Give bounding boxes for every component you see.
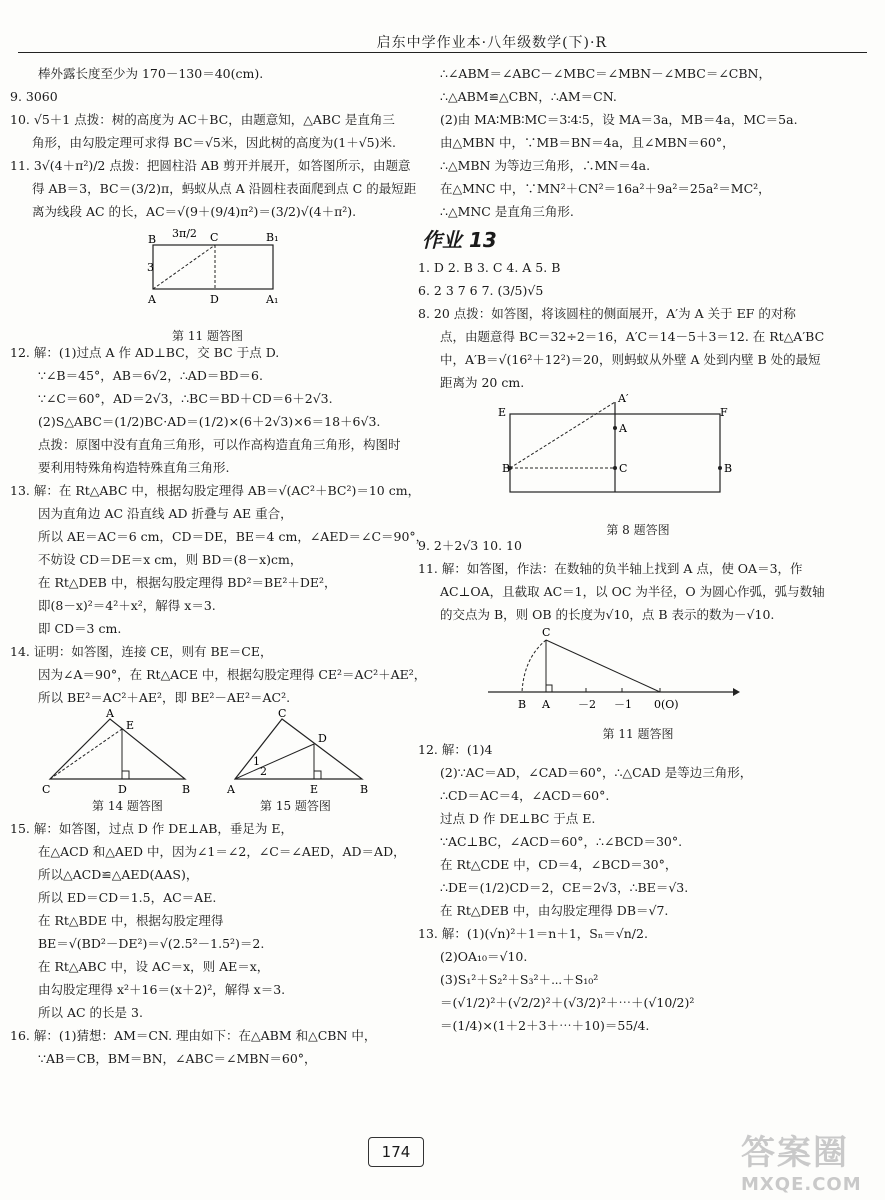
text-line: 在△ACD 和△AED 中，因为∠1＝∠2，∠C＝∠AED，AD＝AD， — [38, 844, 406, 859]
text-line: 所以 AE＝AC＝6 cm，CD＝DE，BE＝4 cm，∠AED＝∠C＝90°， — [38, 529, 429, 544]
text-line: ∴CD＝AC＝4，∠ACD＝60°. — [440, 788, 610, 803]
fig8-label-E: E — [498, 406, 507, 419]
text-line: 12. 解：(1)4 — [418, 742, 493, 757]
fig15-label-C: C — [278, 709, 287, 720]
text-line: 在 Rt△ABC 中，设 AC＝x，则 AE＝x， — [38, 959, 270, 974]
figure-11-left — [10, 223, 405, 341]
text-line: ＝(1/4)×(1＋2＋3＋⋯＋10)＝55/4. — [440, 1018, 650, 1033]
watermark-url: MXQE.COM — [741, 1174, 862, 1195]
text-line: 所以 AC 的长是 3. — [38, 1005, 143, 1020]
text-line: 所以 BE²＝AC²＋AE²，即 BE²－AE²＝AC². — [38, 690, 291, 705]
fig11r-label-B: B — [518, 698, 527, 711]
fig15-label-2: 2 — [260, 765, 267, 778]
number-line-diagram — [418, 626, 858, 716]
text-line: ∵∠B＝45°，AB＝6√2，∴AD＝BD＝6. — [38, 368, 263, 383]
text-line: 角形，由勾股定理可求得 BC＝√5米，因此树的高度为(1＋√5)米. — [32, 135, 396, 150]
text-line: 因为∠A＝90°，在 Rt△ACE 中，根据勾股定理得 CE²＝AC²＋AE²， — [38, 667, 427, 682]
text-line: 中，A′B＝√(16²＋12²)＝20，则蚂蚁从外壁 A 处到内壁 B 处的最短 — [440, 352, 821, 367]
fig15-label-E: E — [310, 783, 319, 796]
label-B: B — [148, 233, 157, 246]
text-line: 8. 20 点拨：如答图，将该圆柱的侧面展开，A′为 A 关于 EF 的对称 — [418, 306, 796, 321]
text-line: 离为线段 AC 的长，AC＝√(9＋(9/4)π²)＝(3/2)√(4＋π²). — [32, 204, 357, 219]
text-line: (3)S₁²＋S₂²＋S₃²＋⋯＋S₁₀² — [440, 972, 599, 987]
right-block-1 — [418, 62, 858, 223]
text-line: 在 Rt△DEB 中，根据勾股定理得 BD²＝BE²＋DE²， — [38, 575, 337, 590]
text-line: 10. √5＋1 点拨：树的高度为 AC＋BC，由题意知，△ABC 是直角三 — [10, 112, 395, 127]
fig11r-label-minus1: －1 — [614, 698, 632, 711]
text-line: 即(8－x)²＝4²＋x²，解得 x＝3. — [38, 598, 216, 613]
figure-caption: 第 8 题答图 — [606, 523, 670, 537]
text-line: 在△MNC 中，∵MN²＋CN²＝16a²＋9a²＝25a²＝MC²， — [440, 181, 771, 196]
section-heading: 作业 13 — [422, 228, 497, 252]
text-line: 11. 解：如答图，作法：在数轴的负半轴上找到 A 点，使 OA＝3，作 — [418, 561, 803, 576]
watermark-logo-text: 答案圈 — [741, 1133, 849, 1173]
fig14-label-D: D — [118, 783, 127, 796]
watermark — [741, 1125, 871, 1195]
label-3: 3 — [147, 261, 154, 274]
text-line: ∴△MNC 是直角三角形. — [440, 204, 574, 219]
text-line: 得 AB＝3，BC＝(3/2)π，蚂蚁从点 A 沿圆柱表面爬到点 C 的最短距 — [32, 181, 417, 196]
figure-8 — [418, 394, 858, 537]
text-line: 所以 ED＝CD＝1.5，AC＝AE. — [38, 890, 217, 905]
left-block-3 — [10, 817, 405, 1070]
text-line: 9. 3060 — [10, 89, 58, 104]
fig15-label-D: D — [318, 732, 327, 745]
fig11r-label-minus2: －2 — [578, 698, 596, 711]
text-line: 13. 解：在 Rt△ABC 中，根据勾股定理得 AB＝√(AC²＋BC²)＝10 cm， — [10, 483, 421, 498]
figure-caption: 第 11 题答图 — [172, 329, 243, 343]
text-line: 在 Rt△BDE 中，根据勾股定理得 — [38, 913, 224, 928]
text-line: 的交点为 B，则 OB 的长度为√10，点 B 表示的数为－√10. — [440, 607, 775, 622]
label-C: C — [210, 231, 219, 244]
fig15-label-1: 1 — [253, 755, 260, 768]
text-line: ∴△ABM≌△CBN，∴AM＝CN. — [440, 89, 617, 104]
text-line: BE＝√(BD²－DE²)＝√(2.5²－1.5²)＝2. — [38, 936, 265, 951]
label-A: A — [148, 293, 156, 306]
right-block-2 — [418, 256, 858, 394]
figure-caption: 第 15 题答图 — [260, 799, 331, 813]
fig11r-label-C: C — [542, 626, 551, 639]
text-line: 14. 证明：如答图，连接 CE，则有 BE＝CE， — [10, 644, 273, 659]
figure-caption: 第 11 题答图 — [602, 727, 674, 741]
figure-11-right — [418, 626, 858, 741]
right-block-3 — [418, 534, 858, 626]
right-column — [418, 62, 858, 1037]
text-line: 点拨：原图中没有直角三角形，可以作高构造直角三角形，构图时 — [38, 437, 401, 452]
fig11r-label-A: A — [542, 698, 550, 711]
fig11r-label-O: 0(O) — [654, 698, 679, 711]
text-line: 12. 解：(1)过点 A 作 AD⊥BC，交 BC 于点 D. — [10, 345, 280, 360]
text-line: 点，由题意得 BC＝32÷2＝16，A′C＝14－5＋3＝12. 在 Rt△A′BC — [440, 329, 825, 344]
text-line: 13. 解：(1)(√n)²＋1＝n＋1，Sₙ＝√n/2. — [418, 926, 648, 941]
text-line: 过点 D 作 DE⊥BC 于点 E. — [440, 811, 596, 826]
triangle-diagrams — [10, 709, 405, 797]
fig8-label-A: A — [619, 422, 627, 435]
left-block-2 — [10, 341, 429, 709]
text-line: (2)由 MA∶MB∶MC＝3∶4∶5，设 MA＝3a，MB＝4a，MC＝5a. — [440, 112, 798, 127]
cylinder-side-diagram — [418, 394, 858, 512]
text-line: ∵AC⊥BC，∠ACD＝60°，∴∠BCD＝30°. — [440, 834, 683, 849]
text-line: 所以△ACD≌△AED(AAS)， — [38, 867, 199, 882]
fig8-label-A-prime: A′ — [618, 394, 629, 405]
text-line: 在 Rt△DEB 中，由勾股定理得 DB＝√7. — [440, 903, 669, 918]
left-block-1 — [10, 62, 417, 223]
label-3pi-2: 3π/2 — [172, 227, 197, 240]
text-line: ＝(√1/2)²＋(√2/2)²＋(√3/2)²＋⋯＋(√10/2)² — [440, 995, 695, 1010]
right-block-4 — [418, 738, 858, 1037]
text-line: 6. 2 3 7 6 7. (3/5)√5 — [418, 283, 544, 298]
text-line: 由△MBN 中，∵MB＝BN＝4a，且∠MBN＝60°， — [440, 135, 735, 150]
fig8-label-B: B — [502, 462, 511, 475]
text-line: ∴△MBN 为等边三角形，∴MN＝4a. — [440, 158, 651, 173]
text-line: 9. 2＋2√3 10. 10 — [418, 538, 522, 553]
text-line: ∴∠ABM＝∠ABC－∠MBC＝∠MBN－∠MBC＝∠CBN， — [440, 66, 771, 81]
fig15-label-A: A — [227, 783, 235, 796]
text-line: (2)S△ABC＝(1/2)BC·AD＝(1/2)×(6＋2√3)×6＝18＋6√3. — [38, 414, 381, 429]
fig8-label-B-right: B — [724, 462, 733, 475]
text-line: 由勾股定理得 x²＋16＝(x＋2)²，解得 x＝3. — [38, 982, 286, 997]
text-line: ∵∠C＝60°，AD＝2√3，∴BC＝BD＋CD＝6＋2√3. — [38, 391, 333, 406]
label-A1: A₁ — [266, 293, 279, 306]
cylinder-unfold-diagram — [10, 223, 405, 318]
text-line: 11. 3√(4＋π²)/2 点拨：把圆柱沿 AB 剪开并展开，如答图所示，由题意 — [10, 158, 411, 173]
figure-caption: 第 14 题答图 — [92, 799, 163, 813]
header-title: 启东中学作业本·八年级数学(下)·R — [376, 35, 607, 51]
left-column — [10, 62, 429, 1070]
text-line: 因为直角边 AC 沿直线 AD 折叠与 AE 重合， — [38, 506, 293, 521]
fig8-label-C: C — [619, 462, 628, 475]
fig14-label-C: C — [42, 783, 51, 796]
text-line: 15. 解：如答图，过点 D 作 DE⊥AB，垂足为 E， — [10, 821, 294, 836]
text-line: (2)∵AC＝AD，∠CAD＝60°，∴△CAD 是等边三角形， — [440, 765, 753, 780]
figures-14-15 — [10, 709, 405, 817]
text-line: 不妨设 CD＝DE＝x cm，则 BD＝(8－x)cm， — [38, 552, 303, 567]
fig14-label-B: B — [182, 783, 191, 796]
text-line: 1. D 2. B 3. C 4. A 5. B — [418, 260, 561, 275]
text-line: 距离为 20 cm. — [440, 375, 525, 390]
fig8-label-F: F — [720, 406, 728, 419]
text-line: ∵AB＝CB，BM＝BN，∠ABC＝∠MBN＝60°， — [38, 1051, 317, 1066]
text-line: 即 CD＝3 cm. — [38, 621, 122, 636]
text-line: 棒外露长度至少为 170－130＝40(cm). — [38, 66, 264, 81]
fig14-label-A: A — [106, 709, 114, 720]
text-line: ∴DE＝(1/2)CD＝2，CE＝2√3，∴BE＝√3. — [440, 880, 689, 895]
text-line: 16. 解：(1)猜想：AM＝CN. 理由如下：在△ABM 和△CBN 中， — [10, 1028, 377, 1043]
text-line: (2)OA₁₀＝√10. — [440, 949, 528, 964]
fig15-label-B: B — [360, 783, 369, 796]
text-line: 在 Rt△CDE 中，CD＝4，∠BCD＝30°， — [440, 857, 678, 872]
label-D: D — [210, 293, 219, 306]
page-number: 174 — [368, 1137, 424, 1167]
text-line: AC⊥OA，且截取 AC＝1，以 OC 为半径，O 为圆心作弧，弧与数轴 — [440, 584, 825, 599]
text-line: 要利用特殊角构造特殊直角三角形. — [38, 460, 230, 475]
page-header — [18, 28, 867, 53]
label-B1: B₁ — [266, 231, 279, 244]
fig14-label-E: E — [126, 719, 135, 732]
